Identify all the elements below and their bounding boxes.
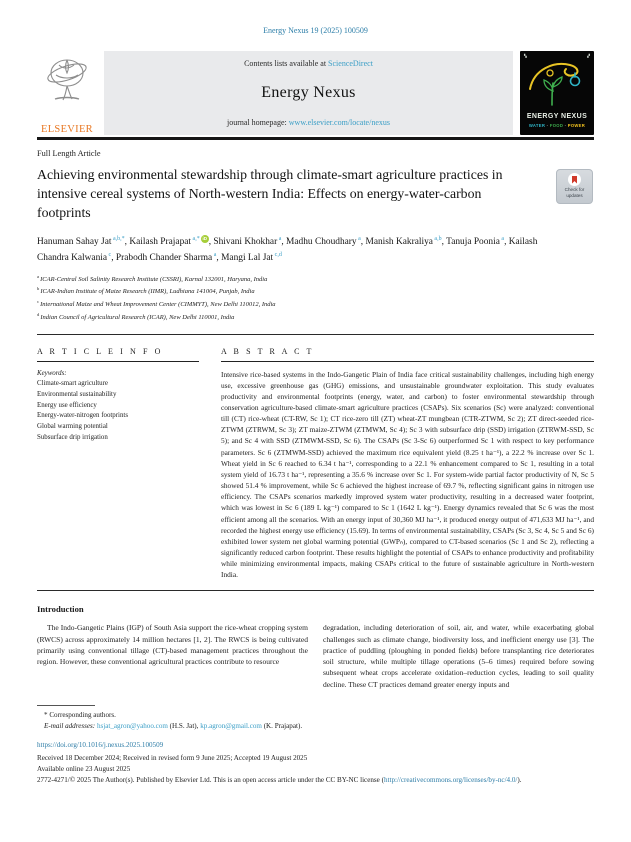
copyright-text: 2772-4271/© 2025 The Author(s). Published by Elsevier Ltd. This is an open access article under the CC BY-NC license ( bbox=[37, 776, 384, 785]
cover-corner-mark-right: ▞ bbox=[587, 54, 590, 58]
author-list bbox=[37, 235, 561, 266]
check-updates-label-2: updates bbox=[566, 192, 583, 198]
section-divider-top bbox=[37, 334, 594, 335]
introduction-column-2: degradation, including deterioration of soil, air, and water, while exacerbating global challenges such as climate change, biodiversity loss, and inefficient energy use [3]. The practice of puddling (ploughing in ponded fields) before transplanting rice deteriorates soil structure, while multiple tillage operations (5–6 times) required before sowing subsequent wheat crops accelerate oxidation–reduction cycles, leading to soil quality decline. These CT practices demand greater energy inputs and bbox=[323, 623, 594, 689]
email-label: E-mail addresses: bbox=[44, 721, 97, 730]
author: Hanuman Sahay Jat $^{a,b,*}$, bbox=[37, 236, 130, 248]
author: Kailash Prajapat $^{a,*}$ iD , bbox=[129, 236, 214, 248]
journal-title: Energy Nexus bbox=[261, 84, 356, 101]
footnote-block bbox=[37, 705, 594, 731]
keyword: Climate-smart agriculture bbox=[37, 380, 108, 388]
homepage-line bbox=[104, 118, 513, 127]
journal-cover bbox=[520, 51, 594, 135]
cover-power-label: POWER bbox=[567, 123, 586, 128]
orcid-icon[interactable]: iD bbox=[202, 236, 207, 242]
author: Prabodh Chander Sharma $^a$, bbox=[115, 251, 222, 263]
introduction-column-1: The Indo-Gangetic Plains (IGP) of South Asia support the rice-wheat cropping system (RWCS) across approximately 14 million hectares [1, 2]. The RWCS is being cultivated primarily using conventional tillage (CT)-based management practices throughout the region. However, these conventional agricultural practices contribute to resource bbox=[37, 623, 308, 667]
author: Madhu Choudhary $^a$, bbox=[286, 236, 366, 248]
abstract-heading: A B S T R A C T bbox=[221, 339, 594, 362]
section-divider-bottom bbox=[37, 590, 594, 591]
copyright-text-end: ). bbox=[517, 776, 522, 785]
doi-link[interactable]: https://doi.org/10.1016/j.nexus.2025.100509 bbox=[37, 741, 164, 750]
article-type-label: Full Length Article bbox=[37, 149, 101, 158]
footer-block bbox=[37, 740, 594, 786]
journal-banner bbox=[104, 51, 513, 135]
keywords-list bbox=[37, 379, 199, 443]
cover-separator: · bbox=[564, 123, 567, 128]
corresponding-authors-note: * Corresponding authors. bbox=[44, 710, 116, 719]
author: Mangi Lal Jat $^{c,d}$ bbox=[221, 251, 282, 263]
introduction-heading: Introduction bbox=[37, 604, 84, 615]
affiliation: $^b$ ICAR-Indian Institute of Maize Research (IIMR), Ludhiana 141004, Punjab, India bbox=[37, 286, 255, 296]
cover-food-label: FOOD bbox=[549, 123, 564, 128]
affiliation: $^a$ ICAR-Central Soil Salinity Research Institute (CSSRI), Karnal 132001, Haryana, India bbox=[37, 273, 268, 283]
author: Manish Kakraliya $^{a,b}$, bbox=[365, 236, 447, 248]
cover-separator: · bbox=[546, 123, 549, 128]
license-link[interactable]: http://creativecommons.org/licenses/by-nc/4.0/ bbox=[383, 776, 518, 785]
sciencedirect-link[interactable]: ScienceDirect bbox=[328, 59, 373, 68]
author: Kailash Chandra Kalwania $^c$, bbox=[37, 237, 538, 263]
cover-subtitle bbox=[520, 123, 594, 128]
check-for-updates-badge[interactable] bbox=[556, 169, 593, 204]
copyright-line bbox=[37, 775, 594, 786]
abstract-text: Intensive rice-based systems in the Indo-Gangetic Plain of India face critical sustainability challenges, including high energy use, excessive greenhouse gas (GHG) emissions, and unsustainable groundwater exploitation. This study evaluates productivity and environmental footprints (energy, water, and carbon) to foster environmental stewardship through conservation agriculture-based climate-smart agriculture practices (CSAPs). Six scenarios (Sc) were analyzed: conventional till (CT) rice-wheat (CT-RW, Sc 1); CT rice-zero till (ZT) wheat-ZT mungbean (CTR-ZTWM, Sc 2); ZT direct-seeded rice-ZTWM (ZTRWM, Sc 3); ZT maize-ZTWM (ZTMWM, Sc 4); Sc 3 with subsurface drip (SSD) irrigation (ZTRWM-SSD, Sc 5); and Sc 4 with SSD (ZTMWM-SSD, Sc 6). The CSAPs (Sc 3-Sc 6) outperformed Sc 1 with respect to key performance parameters. Sc 6 (ZTMWM-SSD) achieved the maximum rice equivalent yield (8.25 t ha⁻¹), a 22.2 % increase over Sc 1. Wheat yield in Sc 6 reached to 6.34 t ha⁻¹, corresponding to a 22.1 % enhancement compared to Sc 1, resulting in a total system yield of 16.73 t ha⁻¹, representing a 35.6 % increase over Sc 1. For system-wide partial factor productivity of N, Sc 5 showed 51.4 % improvement, while Sc 6 achieved the highest increase of 69.7 %, reflecting significant gains in nitrogen use efficiency. The CSAPs scenarios markedly improved system water productivity, resulting in a decreased water footprint, which was lowest in Sc 6 (189 L kg⁻¹) compared to Sc 1 (1642 L kg⁻¹). Energy dynamics revealed that Sc 6 was the most efficient among all the scenarios. With an energy input of 30,360 MJ ha⁻¹, it produced energy output of 471,633 MJ ha⁻¹, and recorded the highest energy use efficiency (15.69). In terms of environmental sustainability, CSAPs (Sc 3, Sc 4, Sc 5 and Sc 6) exhibited lower system net global warming potential (GWPₙ), compared to CT-based scenarios (Sc 1 and Sc 2), reflecting a significantly reduced carbon footprint. These results highlight the potential of CSAPs to enhance productivity and profitability while minimizing environmental impacts, making CSAPs critical to the future of sustainable agriculture in North-western India. bbox=[221, 369, 594, 580]
homepage-label: journal homepage: bbox=[227, 118, 289, 127]
keyword: Environmental sustainability bbox=[37, 390, 117, 398]
email-name-2: (K. Prajapat). bbox=[261, 721, 303, 730]
homepage-link[interactable]: www.elsevier.com/locate/nexus bbox=[288, 118, 390, 127]
cover-corner-mark-left: ▚ bbox=[524, 54, 527, 58]
received-dates: Received 18 December 2024; Received in revised form 9 June 2025; Accepted 19 August 2025 bbox=[37, 754, 308, 763]
keywords-label: Keywords: bbox=[37, 369, 67, 377]
introduction-body bbox=[37, 622, 594, 690]
cover-water-label: WATER bbox=[528, 123, 546, 128]
email-link-hsjat[interactable]: hsjat_agron@yahoo.com bbox=[96, 721, 168, 730]
author: Shivani Khokhar $^a$, bbox=[213, 236, 287, 248]
author: Tanuja Poonia $^a$, bbox=[446, 236, 509, 248]
article-title: Achieving environmental stewardship through climate-smart agriculture practices in intensive cereal systems of North-western India: Effects on energy-water-carbon footprints bbox=[37, 167, 503, 221]
keyword: Subsurface drip irrigation bbox=[37, 433, 108, 441]
keywords-block bbox=[37, 369, 199, 444]
header-divider bbox=[37, 137, 594, 140]
affiliation: $^d$ Indian Council of Agricultural Research (ICAR), New Delhi 110001, India bbox=[37, 311, 235, 321]
footnote-divider bbox=[37, 705, 95, 706]
contents-line bbox=[104, 59, 513, 68]
elsevier-logo bbox=[37, 51, 97, 135]
article-info-column bbox=[37, 339, 199, 581]
email-name-1: (H.S. Jat), bbox=[167, 721, 201, 730]
elsevier-wordmark: ELSEVIER bbox=[41, 123, 93, 135]
elsevier-tree-icon bbox=[41, 53, 93, 109]
affiliation-list bbox=[37, 273, 594, 324]
journal-citation: Energy Nexus 19 (2025) 100509 bbox=[263, 26, 368, 35]
bookmark-icon bbox=[568, 173, 581, 186]
keyword: Energy use efficiency bbox=[37, 401, 97, 409]
available-online: Available online 23 August 2025 bbox=[37, 765, 131, 774]
affiliation: $^c$ International Maize and Wheat Improvement Center (CIMMYT), New Delhi 110012, India bbox=[37, 299, 276, 309]
cover-art-icon bbox=[520, 51, 594, 109]
journal-header bbox=[37, 51, 594, 135]
email-link-kp[interactable]: kp.agron@gmail.com bbox=[200, 721, 262, 730]
contents-label: Contents lists available at bbox=[244, 59, 329, 68]
article-info-heading: A R T I C L E I N F O bbox=[37, 339, 199, 362]
check-updates-label-1: Check for bbox=[564, 187, 585, 192]
email-line bbox=[37, 721, 594, 732]
cover-title: ENERGY NEXUS bbox=[526, 113, 588, 120]
abstract-column bbox=[221, 339, 594, 581]
keyword: Global warming potential bbox=[37, 423, 108, 431]
keyword: Energy-water-nitrogen footprints bbox=[37, 412, 129, 420]
